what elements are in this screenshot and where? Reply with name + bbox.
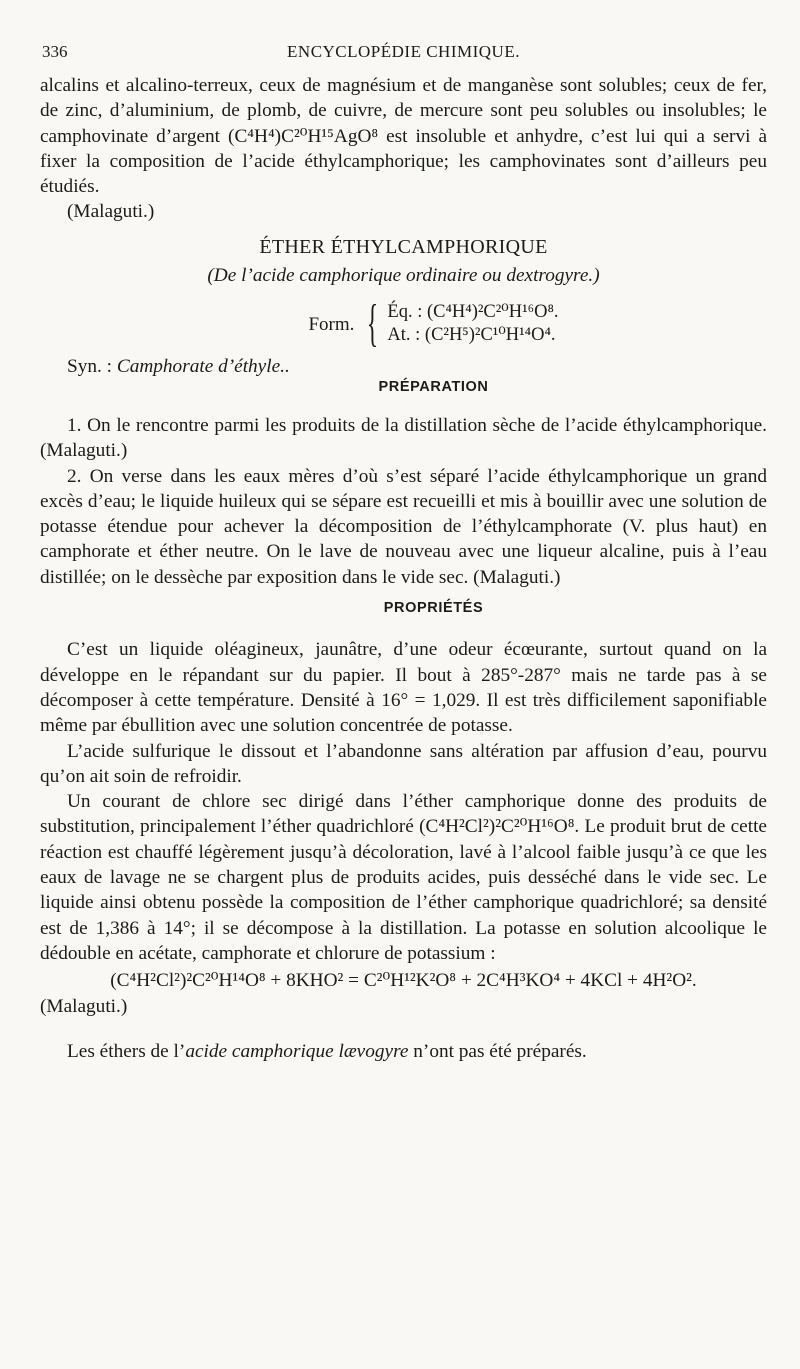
- formula-block: [100, 295, 767, 353]
- formula-equivalent: Éq. : (C⁴H⁴)²C²⁰H¹⁶O⁸.: [387, 302, 559, 323]
- synonym-label: Syn. :: [67, 356, 113, 378]
- page-body: [40, 73, 767, 1064]
- intro-paragraph: alcalins et alcalino-terreux, ceux de magnésium et de manganèse sont solubles; ceux de fer, de zinc, d’aluminium, de plomb, de cuivre, de mercure sont peu solubles ou insolubles; le camphovinate d’argent (C⁴H⁴)C²⁰H¹⁵AgO⁸ est insoluble et anhydre, c’est lui qui a servi à fixer la composition de l’acide éthylcamphorique; les camphovinates sont d’ailleurs peu étudiés.: [40, 75, 767, 198]
- preparation-heading: PRÉPARATION: [378, 378, 489, 395]
- article-subtitle: (De l’acide camphorique ordinaire ou dextrogyre.): [207, 265, 600, 287]
- intro-citation: (Malaguti.): [67, 201, 155, 223]
- closing-lead: Les éthers de l’: [67, 1040, 186, 1062]
- synonym-value: Camphorate d’éthyle..: [116, 356, 290, 378]
- preparation-paragraph-2: 2. On verse dans les eaux mères d’où s’est séparé l’acide éthylcamphorique un grand excès d’eau; le liquide huileux qui se sépare est recueilli et mis à bouillir avec une solution de potasse étendue pour achever la décomposition de l’éthylcamphorate (V. plus haut) en camphorate et éther neutre. On le lave de nouveau avec une liqueur alcaline, puis à l’eau distillée; on le dessèche par exposition dans le vide sec. (Malaguti.): [40, 465, 767, 588]
- properties-citation: (Malaguti.): [40, 995, 128, 1017]
- formula-label: Form.: [308, 313, 355, 335]
- document-page: [40, 0, 767, 1369]
- properties-paragraph-3: Un courant de chlore sec dirigé dans l’éther camphorique donne des produits de substitution, principalement l’éther quadrichloré (C⁴H²Cl²)²C²⁰H¹⁶O⁸. Le produit brut de cette réaction est chauffé légèrement jusqu’à décoloration, lavé à l’alcool faible jusqu’à ce que les eaux de lavage ne se chargent plus de produits acides, puis desséché dans le vide sec. Le liquide ainsi obtenu possède la composition de l’éther camphorique quadrichloré; sa densité est de 1,386 à 14°; il se décompose à la distillation. La potasse en solution alcoolique le dédouble en acétate, camphorate et chlorure de potassium :: [40, 791, 767, 964]
- properties-paragraph-1: C’est un liquide oléagineux, jaunâtre, d’une odeur écœurante, surtout quand on la développe en le répandant sur du papier. Il bout à 285°-287° mais ne tarde pas à se décomposer à cette température. Densité à 16° = 1,029. Il est très difficilement saponifiable même par ébullition avec une solution concentrée de potasse.: [40, 639, 767, 737]
- page-number: 336: [42, 42, 68, 61]
- article-title: ÉTHER ÉTHYLCAMPHORIQUE: [259, 235, 548, 258]
- formula-atomic: At. : (C²H⁵)²C¹⁰H¹⁴O⁴.: [387, 325, 556, 346]
- reaction-equation: (C⁴H²Cl²)²C²⁰H¹⁴O⁸ + 8KHO² = C²⁰H¹²K²O⁸ + 2C⁴H³KO⁴ + 4KCl + 4H²O².: [110, 970, 697, 992]
- properties-paragraph-2: L’acide sulfurique le dissout et l’abandonne sans altération par affusion d’eau, pourvu qu’on ait soin de refroidir.: [40, 740, 767, 787]
- formula-lines: [387, 301, 558, 347]
- brace-glyph: {: [367, 295, 379, 353]
- closing-italic: acide camphorique lævogyre: [185, 1040, 409, 1062]
- closing-paragraph: [40, 1039, 767, 1064]
- closing-trail: n’ont pas été préparés.: [408, 1040, 587, 1062]
- running-title: ENCYCLOPÉDIE CHIMIQUE.: [287, 42, 520, 61]
- properties-heading: PROPRIÉTÉS: [383, 600, 484, 617]
- running-header: [40, 42, 767, 66]
- preparation-paragraph-1: 1. On le rencontre parmi les produits de la distillation sèche de l’acide éthylcamphorique. (Malaguti.): [40, 414, 767, 462]
